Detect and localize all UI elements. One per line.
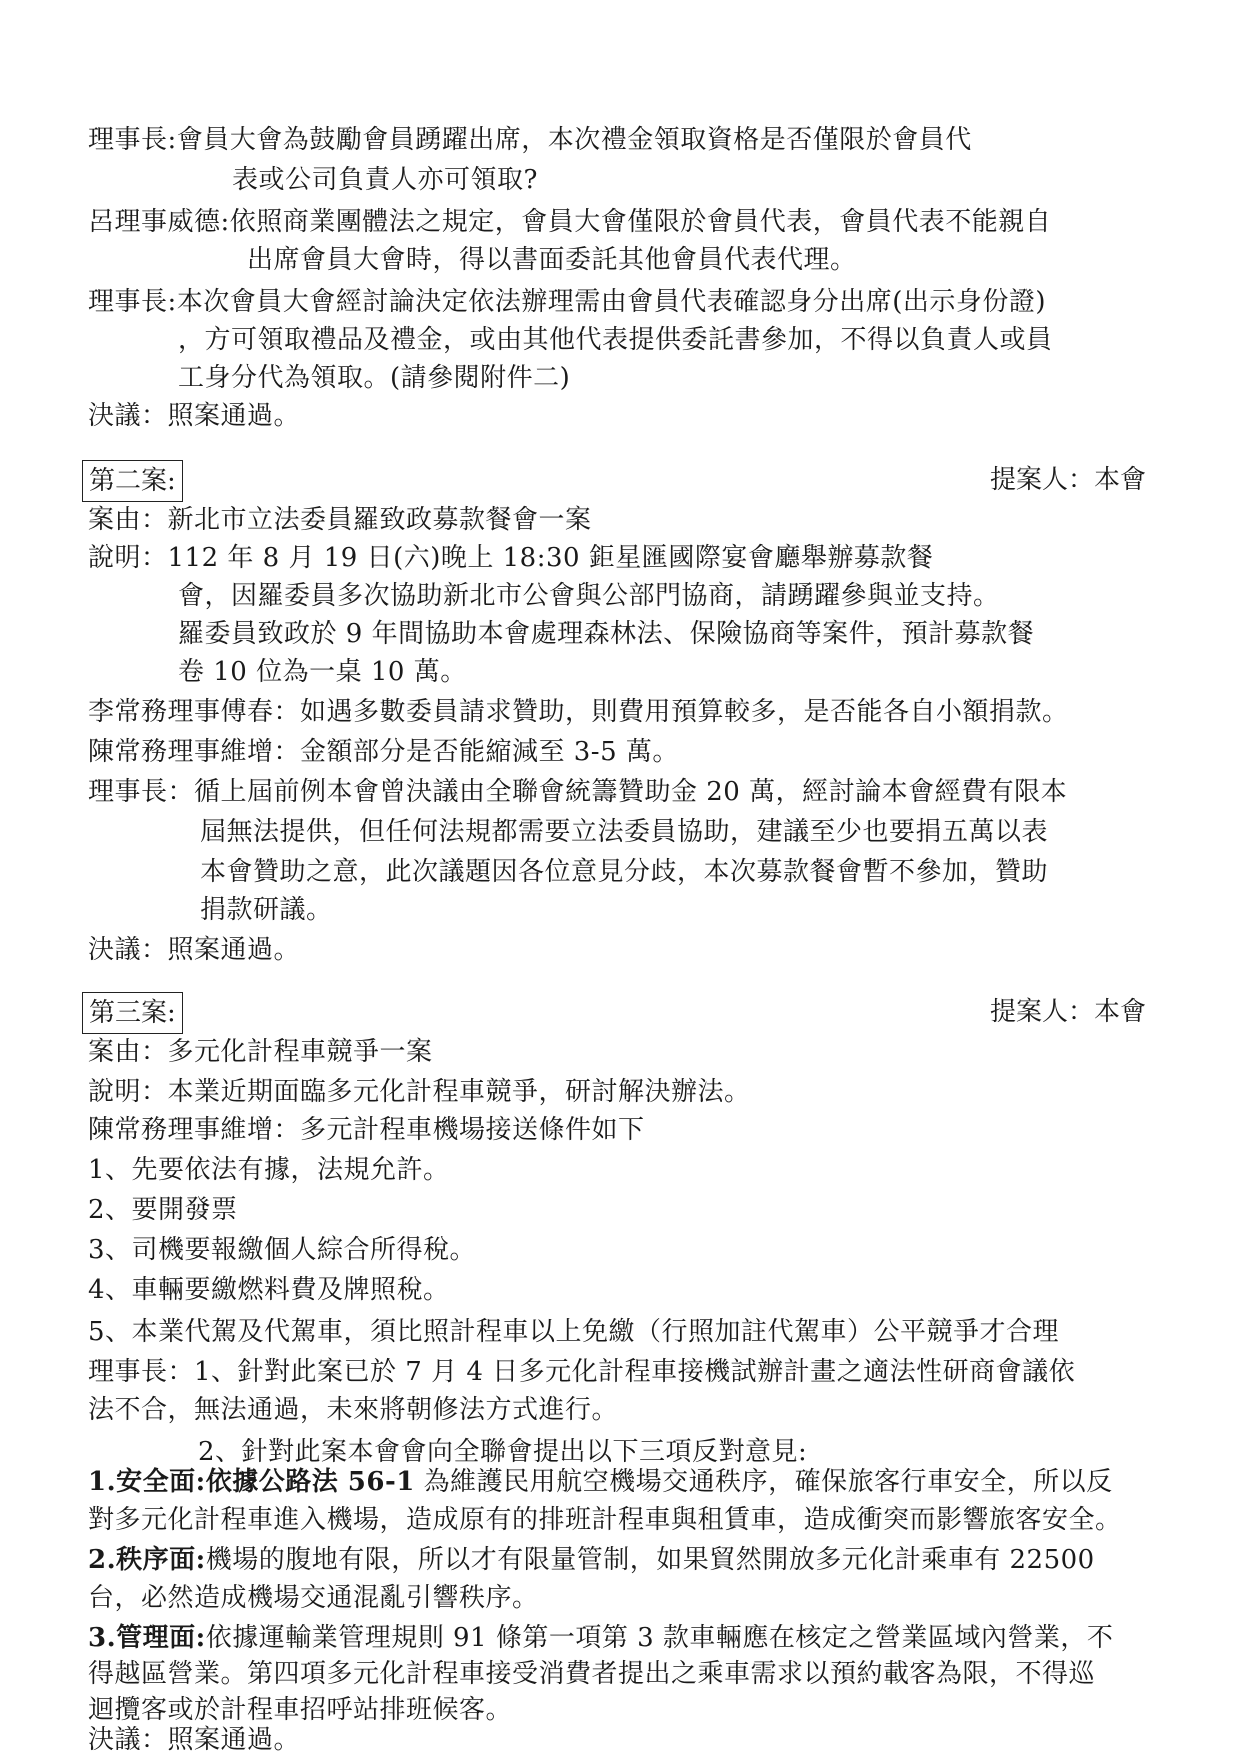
text-line: 陳常務理事維增：金額部分是否能縮減至 3-5 萬。 (88, 737, 679, 767)
text-line: 得越區營業。第四項多元化計程車接受消費者提出之乘車需求以預約載客為限，不得巡 (88, 1659, 1096, 1689)
opinion-management-label: 3.管理面: (88, 1623, 206, 1653)
resolution-line: 決議：照案通過。 (88, 1725, 301, 1755)
case-2-proposer: 提案人：本會 (989, 465, 1146, 495)
list-item: 5、本業代駕及代駕車，須比照計程車以上免繳（行照加註代駕車）公平競爭才合理 (88, 1317, 1060, 1347)
opinion-order-text: 機場的腹地有限，所以才有限量管制，如果貿然開放多元化計乘車有 22500 (205, 1545, 1095, 1575)
text-line: 說明：本業近期面臨多元化計程車競爭，研討解決辦法。 (88, 1077, 751, 1107)
text-line: 卷 10 位為一桌 10 萬。 (178, 657, 467, 687)
text-line: 捐款研議。 (200, 895, 333, 925)
text-line: 表或公司負責人亦可領取? (232, 165, 538, 195)
text-line: 羅委員致政於 9 年間協助本會處理森林法、保險協商等案件，預計募款餐 (178, 619, 1035, 649)
text-line: 迴攬客或於計程車招呼站排班候客。 (88, 1695, 513, 1725)
text-line: 李常務理事傅春：如遇多數委員請求贊助，則費用預算較多，是否能各自小額捐款。 (88, 697, 1069, 727)
text-line: 理事長：1、針對此案已於 7 月 4 日多元化計程車接機試辦計畫之適法性研商會議依 (88, 1357, 1076, 1387)
text-line: 理事長:本次會員大會經討論決定依法辦理需由會員代表確認身分出席(出示身份證) (88, 287, 1047, 317)
text-line: 理事長：循上屆前例本會曾決議由全聯會統籌贊助金 20 萬，經討論本會經費有限本 (88, 777, 1068, 807)
text-line: 案由：新北市立法委員羅致政募款餐會一案 (88, 505, 592, 535)
list-item: 1、先要依法有據，法規允許。 (88, 1155, 450, 1185)
text-line: 台，必然造成機場交通混亂引響秩序。 (88, 1583, 539, 1613)
text-line: 本會贊助之意，此次議題因各位意見分歧，本次募款餐會暫不參加，贊助 (200, 857, 1049, 887)
text-line: 工身分代為領取。(請參閱附件二) (178, 363, 571, 393)
opinion-safety-label: 1.安全面:依據公路法 56-1 (88, 1467, 415, 1497)
text-line: 呂理事威德:依照商業團體法之規定，會員大會僅限於會員代表，會員代表不能親自 (88, 207, 1052, 237)
text-line: 法不合，無法通過，未來將朝修法方式進行。 (88, 1395, 619, 1425)
list-item: 3、司機要報繳個人綜合所得稅。 (88, 1235, 477, 1265)
opinion-safety-text: 為維護民用航空機場交通秩序，確保旅客行車安全，所以反 (414, 1467, 1113, 1497)
text-line: 對多元化計程車進入機場，造成原有的排班計程車與租賃車，造成衝突而影響旅客安全。 (88, 1505, 1122, 1535)
resolution-line: 決議：照案通過。 (88, 401, 301, 431)
list-item: 2、要開發票 (88, 1195, 238, 1225)
text-line: 屆無法提供，但任何法規都需要立法委員協助，建議至少也要捐五萬以表 (200, 817, 1049, 847)
opinion-safety (88, 1462, 1113, 1502)
case-2-header: 第二案: (82, 460, 183, 502)
text-line: 2、針對此案本會會向全聯會提出以下三項反對意見: (198, 1437, 808, 1467)
opinion-management-text: 依據運輸業管理規則 91 條第一項第 3 款車輛應在核定之營業區域內營業，不 (205, 1623, 1114, 1653)
list-item: 4、車輛要繳燃料費及牌照稅。 (88, 1275, 450, 1305)
text-line: 說明：112 年 8 月 19 日(六)晚上 18:30 鉅星匯國際宴會廳舉辦募款餐 (88, 543, 934, 573)
resolution-line: 決議：照案通過。 (88, 935, 301, 965)
text-line: 理事長:會員大會為鼓勵會員踴躍出席，本次禮金領取資格是否僅限於會員代 (88, 125, 972, 155)
case-3-header: 第三案: (82, 992, 183, 1034)
text-line: 出席會員大會時，得以書面委託其他會員代表代理。 (247, 245, 857, 275)
text-line: 陳常務理事維增：多元計程車機場接送條件如下 (88, 1115, 645, 1145)
text-line: ，方可領取禮品及禮金，或由其他代表提供委託書參加，不得以負責人或員 (178, 325, 1053, 355)
opinion-order (88, 1540, 1095, 1580)
text-line: 案由：多元化計程車競爭一案 (88, 1037, 433, 1067)
text-line: 會，因羅委員多次協助新北市公會與公部門協商，請踴躍參與並支持。 (178, 581, 1000, 611)
opinion-management (88, 1618, 1113, 1658)
opinion-order-label: 2.秩序面: (88, 1545, 206, 1575)
case-3-proposer: 提案人：本會 (989, 997, 1146, 1027)
